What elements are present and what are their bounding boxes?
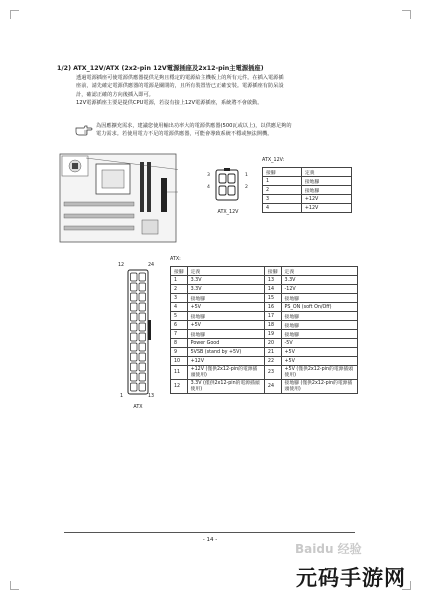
body-line: 12V電源插座主要是提供CPU電源，若沒有接上12V電源插座，系統將不會啟動。 [76, 99, 263, 106]
atx-caption: ATX: [170, 257, 181, 262]
definition-cell: +12V [187, 357, 264, 366]
table-row [171, 276, 358, 285]
table-row [171, 303, 358, 312]
definition-cell: 接地腳 (僅供2x12-pin的電源插頭使用) [281, 380, 357, 394]
atx-pin-number: 13 [148, 394, 155, 399]
connector-pin-slot [131, 293, 138, 301]
table-row [171, 339, 358, 348]
definition-cell: 接地腳 [281, 321, 357, 330]
connector-pin-slot [131, 333, 138, 341]
pin-cell: 22 [264, 357, 281, 366]
definition-cell: 接地腳 [187, 294, 264, 303]
column-header: 定義 [301, 168, 351, 177]
atx-pin-number: 24 [148, 263, 155, 268]
connector-pin-slot [131, 303, 138, 311]
table-header-row [171, 267, 358, 276]
definition-cell: +12V [301, 195, 351, 204]
connector-pin-slot [139, 363, 146, 371]
connector-pin-slot [131, 363, 138, 371]
definition-cell: +12V [301, 204, 351, 213]
definition-cell: 3.3V [187, 285, 264, 294]
crop-mark-bottom-left [10, 581, 19, 590]
watermark: Baidu 经验 [295, 542, 362, 556]
definition-cell: 接地腳 [187, 312, 264, 321]
table-row [171, 380, 358, 394]
body-line: 計，確認正確的方向後插入即可。 [76, 91, 154, 98]
table-row [171, 285, 358, 294]
body-line: 座前，請先確定電源供應器的電源是關閉的，且所有裝置皆已正確安裝。電源插座有防呆設 [76, 83, 284, 90]
connector-pin-slot [139, 303, 146, 311]
connector-pin-slot [139, 333, 146, 341]
atx-pin-table [170, 266, 358, 394]
table-row [263, 186, 352, 195]
body-line: 透過電源插座可使電源供應器提供足夠且穩定的電源給主機板上的所有元件。在插入電源插 [76, 75, 284, 81]
connector-pin-slot [131, 313, 138, 321]
pin-cell: 3 [263, 195, 302, 204]
pin-cell: 17 [264, 312, 281, 321]
pin-cell: 9 [171, 348, 188, 357]
table-row [171, 294, 358, 303]
pin-cell: 6 [171, 321, 188, 330]
pin-cell: 1 [171, 276, 188, 285]
pin-cell: 8 [171, 339, 188, 348]
atx12v-pin-table [262, 167, 352, 213]
connector-pin-slot [131, 373, 138, 381]
pin-cell: 3 [171, 294, 188, 303]
connector-pin-slot [139, 323, 146, 331]
pin-cell: 2 [263, 186, 302, 195]
pin-cell: 18 [264, 321, 281, 330]
crop-mark-top-left [10, 10, 19, 19]
pin-cell: 15 [264, 294, 281, 303]
pin-cell: 4 [263, 204, 302, 213]
definition-cell: 3.3V [187, 276, 264, 285]
definition-cell: 5VSB (stand by +5V) [187, 348, 264, 357]
pin-cell: 20 [264, 339, 281, 348]
pin-cell: 2 [171, 285, 188, 294]
table-row [171, 348, 358, 357]
pin-cell: 4 [171, 303, 188, 312]
table-row [171, 312, 358, 321]
connector-pin-slot [139, 283, 146, 291]
column-header: 接腳 [264, 267, 281, 276]
definition-cell: +5V [187, 321, 264, 330]
pin-cell: 7 [171, 330, 188, 339]
atx12v-pin-number: 4 [207, 185, 210, 190]
definition-cell: 接地腳 [281, 330, 357, 339]
column-header: 定義 [187, 267, 264, 276]
caution-note [75, 122, 365, 144]
connector-pin-slot [139, 293, 146, 301]
atx12v-pin-number: 1 [245, 173, 248, 178]
definition-cell: +5V [187, 303, 264, 312]
connector-pin-slot [139, 383, 146, 391]
connector-pin-slot [131, 343, 138, 351]
definition-cell: -12V [281, 285, 357, 294]
definition-cell: 接地腳 [281, 312, 357, 321]
definition-cell: 3.3V (僅供2x12-pin的電源插頭使用) [187, 380, 264, 394]
definition-cell: 3.3V [281, 276, 357, 285]
table-row [171, 330, 358, 339]
pin-cell: 1 [263, 177, 302, 186]
definition-cell: +12V (僅供2x12-pin的電源插頭使用) [187, 366, 264, 380]
section-title: 1/2) ATX_12V/ATX (2x2-pin 12V電源插座及2x12-pin主電源插座) [57, 65, 264, 72]
connector-pin-slot [131, 323, 138, 331]
pin-cell: 10 [171, 357, 188, 366]
atx-pin-number: 12 [118, 263, 125, 268]
column-header: 接腳 [263, 168, 302, 177]
caution-line: 電力需求。若使用電力不足的電源供應器，可能會導致系統不穩或無法開機。 [96, 131, 273, 138]
table-row [263, 195, 352, 204]
definition-cell: +5V [281, 348, 357, 357]
body-paragraph [76, 74, 360, 107]
atx-24pin-connector-diagram [116, 262, 160, 402]
footer-rule [64, 532, 355, 533]
atx-pin-number: 1 [120, 394, 124, 399]
atx12v-pin-number: 2 [245, 185, 248, 190]
atx12v-caption: ATX_12V: [262, 158, 285, 163]
definition-cell: 接地腳 [281, 294, 357, 303]
definition-cell: +5V (僅供2x12-pin的電源插頭使用) [281, 366, 357, 380]
pin-cell: 13 [264, 276, 281, 285]
definition-cell: Power Good [187, 339, 264, 348]
table-row [171, 321, 358, 330]
connector-pin-slot [139, 273, 146, 281]
caution-line: 為因應擴充需求，建議您使用輸出功率大的電源供應器(500瓦或以上)，以供應足夠的 [96, 123, 292, 129]
definition-cell: 接地腳 [301, 177, 351, 186]
pointing-hand-icon [75, 123, 93, 137]
connector-pin-slot [139, 343, 146, 351]
definition-cell: 接地腳 [301, 186, 351, 195]
atx12v-pin-number: 3 [207, 173, 210, 178]
brand-logo-text: 元码手游网 [296, 566, 406, 590]
connector-pin-slot [131, 383, 138, 391]
column-header: 定義 [281, 267, 357, 276]
pin-cell: 14 [264, 285, 281, 294]
atx-connector-label: ATX [133, 405, 143, 410]
definition-cell: -5V [281, 339, 357, 348]
connector-pin-slot [131, 353, 138, 361]
pin-cell: 5 [171, 312, 188, 321]
pin-cell: 16 [264, 303, 281, 312]
table-row [263, 204, 352, 213]
motherboard-diagram [58, 152, 178, 244]
connector-pin-slot [131, 273, 138, 281]
crop-mark-top-right [402, 10, 411, 19]
pin-cell: 11 [171, 366, 188, 380]
table-header-row [263, 168, 352, 177]
pin-cell: 12 [171, 380, 188, 394]
pin-cell: 21 [264, 348, 281, 357]
page-number: - 14 - [202, 537, 218, 543]
pin-cell: 19 [264, 330, 281, 339]
table-row [171, 366, 358, 380]
connector-pin-slot [139, 353, 146, 361]
pin-cell: 23 [264, 366, 281, 380]
table-row [171, 357, 358, 366]
connector-pin-slot [139, 313, 146, 321]
atx12v-connector-label: ATX_12V [217, 210, 239, 215]
connector-pin-slot [131, 283, 138, 291]
table-row [263, 177, 352, 186]
connector-pin-slot [139, 373, 146, 381]
column-header: 接腳 [171, 267, 188, 276]
pin-cell: 24 [264, 380, 281, 394]
definition-cell: +5V [281, 357, 357, 366]
definition-cell: 接地腳 [187, 330, 264, 339]
definition-cell: PS_ON (soft On/Off) [281, 303, 357, 312]
